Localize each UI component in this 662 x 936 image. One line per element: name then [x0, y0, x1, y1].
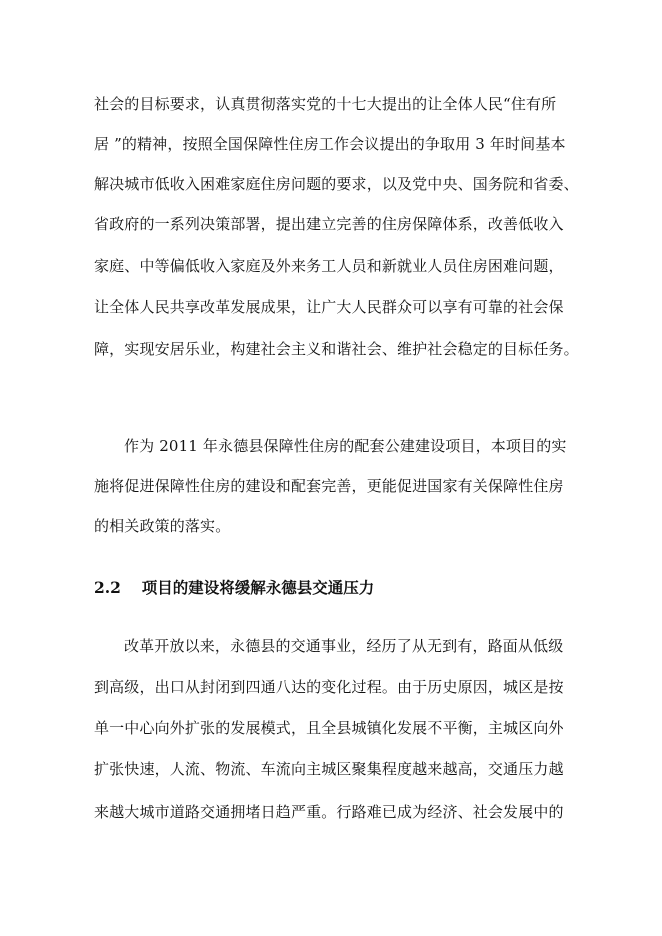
text-line: 扩张快速，人流、物流、车流向主城区聚集程度越来越高，交通压力越 — [94, 760, 564, 778]
text-line: 单一中心向外扩张的发展模式，且全县城镇化发展不平衡，主城区向外 — [94, 719, 564, 737]
section-title: 项目的建设将缓解永德县交通压力 — [141, 578, 375, 597]
section-number: 2.2 — [94, 578, 121, 597]
text-line: 省政府的一系列决策部署，提出建立完善的住房保障体系，改善低收入 — [94, 215, 564, 233]
text-line: 家庭、中等偏低收入家庭及外来务工人员和新就业人员住房困难问题， — [94, 257, 564, 275]
text-line: 施将促进保障性住房的建设和配套完善，更能促进国家有关保障性住房 — [94, 477, 564, 495]
text-line: 来越大城市道路交通拥堵日趋严重。行路难已成为经济、社会发展中的 — [94, 803, 564, 821]
text-line: 作为 2011 年永德县保障性住房的配套公建建设项目，本项目的实 — [124, 437, 567, 455]
text-line: 社会的目标要求，认真贯彻落实党的十七大提出的让全体人民“住有所 — [94, 95, 557, 113]
text-line: 居 ”的精神，按照全国保障性住房工作会议提出的争取用 3 年时间基本 — [94, 135, 566, 153]
text-line: 让全体人民共享改革发展成果，让广大人民群众可以享有可靠的社会保 — [94, 298, 564, 316]
text-line: 的相关政策的落实。 — [94, 517, 231, 535]
text-line: 障，实现安居乐业，构建社会主义和谐社会、维护社会稳定的目标任务。 — [94, 340, 579, 358]
text-line: 改革开放以来，永德县的交通事业，经历了从无到有，路面从低级 — [124, 637, 564, 655]
text-line: 解决城市低收入困难家庭住房问题的要求，以及党中央、国务院和省委、 — [94, 175, 579, 193]
text-line: 到高级，出口从封闭到四通八达的变化过程。由于历史原因，城区是按 — [94, 678, 564, 696]
section-heading — [94, 578, 374, 598]
